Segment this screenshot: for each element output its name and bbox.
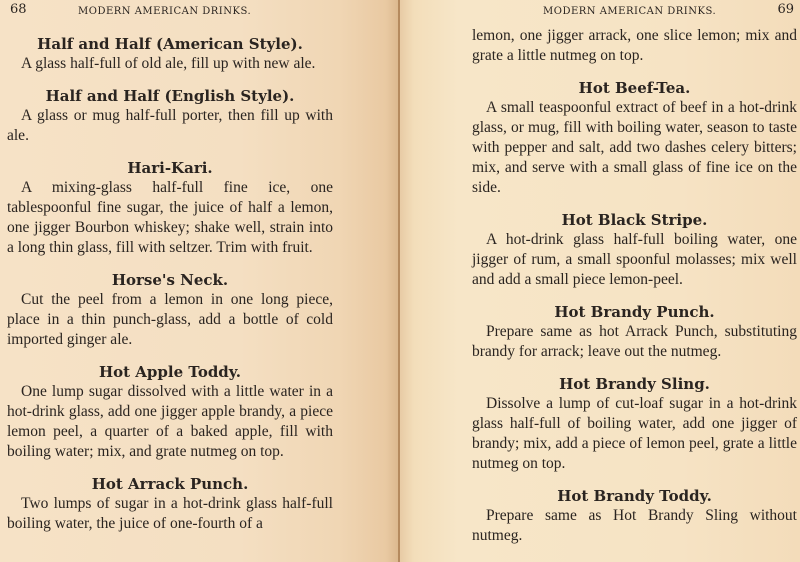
recipe-entry: [472, 210, 797, 290]
recipe-title: Hot Brandy Punch.: [554, 303, 715, 321]
recipe-text: A glass half-full of old ale, fill up with new ale.: [21, 55, 316, 72]
book-spine: [398, 0, 400, 562]
recipe-entry: [7, 362, 333, 462]
recipe-entry: [7, 86, 333, 146]
recipe-entry: [472, 302, 797, 362]
recipe-text: lemon, one jigger arrack, one slice lemon; mix and grate a little nutmeg on top.: [472, 27, 797, 64]
recipe-entry: [472, 374, 797, 474]
recipe-text: Prepare same as Hot Brandy Sling without nutmeg.: [472, 507, 797, 544]
recipe-text: Dissolve a lump of cut-loaf sugar in a hot-drink glass half-full of boiling water, add one jigger of brandy; mix, add a piece of lemon peel, grate a little nutmeg on top.: [472, 395, 797, 472]
recipe-entry: [7, 474, 333, 534]
right-page-content: [472, 26, 797, 558]
recipe-entry: [472, 486, 797, 546]
recipe-title: Half and Half (American Style).: [37, 35, 303, 53]
left-page: [0, 0, 398, 562]
recipe-entry: [472, 78, 797, 198]
recipe-text: A glass or mug half-full porter, then fill up with ale.: [7, 107, 333, 144]
recipe-title: Hot Brandy Sling.: [559, 375, 710, 393]
recipe-title: Horse's Neck.: [111, 271, 229, 289]
page-number: 68: [10, 2, 27, 17]
recipe-text: One lump sugar dissolved with a little water in a hot-drink glass, add one jigger apple brandy, a piece lemon peel, a quarter of a baked apple, fill with boiling water; mix, and grate nutmeg on top.: [7, 383, 333, 460]
recipe-title: Hot Brandy Toddy.: [557, 487, 712, 505]
recipe-text: Two lumps of sugar in a hot-drink glass half-full boiling water, the juice of one-fourth of a: [7, 495, 333, 532]
recipe-text: Prepare same as hot Arrack Punch, substituting brandy for arrack; leave out the nutmeg.: [472, 323, 797, 360]
running-head: MODERN AMERICAN DRINKS.: [543, 6, 717, 17]
page-number: 69: [777, 2, 794, 17]
running-head: MODERN AMERICAN DRINKS.: [78, 6, 252, 17]
recipe-title: Hot Beef-Tea.: [578, 79, 691, 97]
recipe-title: Hari-Kari.: [127, 159, 213, 177]
recipe-entry: [7, 270, 333, 350]
recipe-title: Hot Apple Toddy.: [98, 363, 242, 381]
recipe-title: Hot Black Stripe.: [561, 211, 708, 229]
recipe-continuation: [472, 26, 797, 66]
recipe-title: Half and Half (English Style).: [45, 87, 295, 105]
recipe-title: Hot Arrack Punch.: [91, 475, 249, 493]
recipe-entry: [7, 34, 333, 74]
recipe-entry: [7, 158, 333, 258]
recipe-text: A small teaspoonful extract of beef in a hot-drink glass, or mug, fill with boiling water, season to taste with pepper and salt, add two dashes celery bitters; mix, and serve with a small glass of fine ice on the side.: [472, 99, 797, 196]
left-page-content: [7, 34, 333, 546]
recipe-text: A mixing-glass half-full fine ice, one tablespoonful fine sugar, the juice of half a lemon, one jigger Bourbon whiskey; shake well, strain into a long thin glass, fill with seltzer. Trim with fruit.: [7, 179, 333, 256]
recipe-text: Cut the peel from a lemon in one long piece, place in a thin punch-glass, add a bottle of cold imported ginger ale.: [7, 291, 333, 348]
recipe-text: A hot-drink glass half-full boiling water, one jigger of rum, a small spoonful molasses; mix well and add a small piece lemon-peel.: [472, 231, 797, 288]
right-page: [398, 0, 800, 562]
